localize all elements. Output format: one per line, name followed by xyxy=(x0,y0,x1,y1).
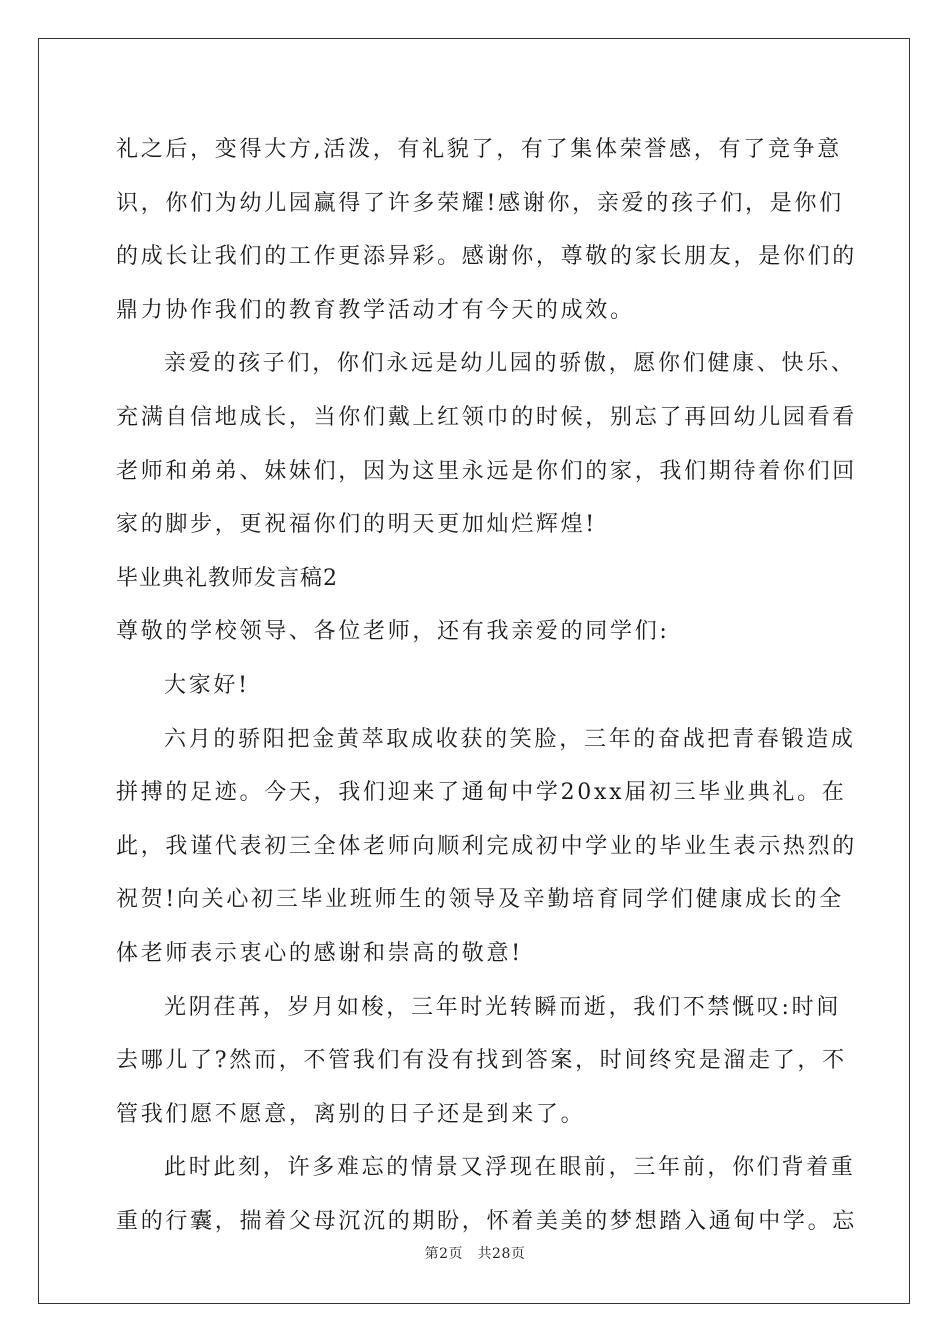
text-line: 鼎力协作我们的教育教学活动才有今天的成效。 xyxy=(116,297,635,323)
text-line: 重的行囊，揣着父母沉沉的期盼，怀着美美的梦想踏入通甸中学。忘 xyxy=(116,1208,858,1234)
text-line: 去哪儿了?然而，不管我们有没有找到答案，时间终究是溜走了，不 xyxy=(116,1048,847,1074)
paragraph-start-line: 亲爱的孩子们，你们永远是幼儿园的骄傲，愿你们健康、快乐、 xyxy=(164,351,856,377)
text-line: 充满自信地成长，当你们戴上红领巾的时候，别忘了再回幼儿园看看 xyxy=(116,404,858,430)
document-body xyxy=(116,123,858,1248)
paragraph-start-line: 六月的骄阳把金黄萃取成收获的笑脸，三年的奋战把青春锻造成 xyxy=(164,726,856,752)
text-line: 识，你们为幼儿园赢得了许多荣耀!感谢你，亲爱的孩子们，是你们 xyxy=(116,190,844,216)
text-line: 此，我谨代表初三全体老师向顺利完成初中学业的毕业生表示热烈的 xyxy=(116,833,858,859)
text-line: 体老师表示衷心的感谢和崇高的敬意! xyxy=(116,940,523,966)
text-line: 拼搏的足迹。今天，我们迎来了通甸中学20xx届初三毕业典礼。在 xyxy=(116,780,847,806)
paragraph-start-line: 此时此刻，许多难忘的情景又浮现在眼前，三年前，你们背着重 xyxy=(164,1155,856,1181)
text-line: 家的脚步，更祝福你们的明天更加灿烂辉煌! xyxy=(116,512,597,538)
text-line: 的成长让我们的工作更添异彩。感谢你，尊敬的家长朋友，是你们的 xyxy=(116,244,858,270)
page-number-footer: 第2页 共28页 xyxy=(424,1246,526,1262)
text-line: 老师和弟弟、妹妹们，因为这里永远是你们的家，我们期待着你们回 xyxy=(116,458,858,484)
paragraph-start-line: 光阴荏苒，岁月如梭，三年时光转瞬而逝，我们不禁慨叹:时间 xyxy=(164,994,842,1020)
text-line: 管我们愿不愿意，离别的日子还是到来了。 xyxy=(116,1101,586,1127)
salutation-line: 尊敬的学校领导、各位老师，还有我亲爱的同学们: xyxy=(116,619,670,645)
text-line: 祝贺!向关心初三毕业班师生的领导及辛勤培育同学们健康成长的全 xyxy=(116,887,844,913)
section-heading: 毕业典礼教师发言稿2 xyxy=(116,565,338,591)
greeting-line: 大家好! xyxy=(164,672,250,698)
text-line: 礼之后，变得大方,活泼，有礼貌了，有了集体荣誉感，有了竞争意 xyxy=(116,137,842,162)
